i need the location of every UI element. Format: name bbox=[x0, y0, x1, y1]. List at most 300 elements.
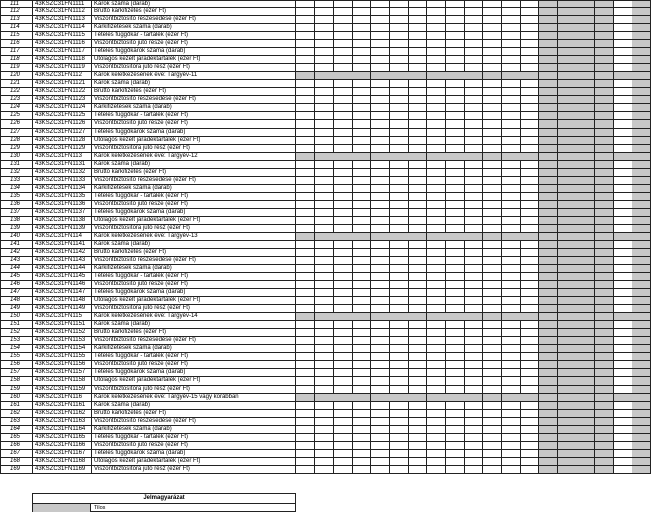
input-cell[interactable] bbox=[427, 209, 446, 217]
input-cell[interactable] bbox=[614, 8, 633, 16]
input-cell[interactable] bbox=[502, 217, 521, 225]
input-cell[interactable] bbox=[389, 458, 408, 466]
input-cell[interactable] bbox=[389, 450, 408, 458]
input-cell[interactable] bbox=[352, 265, 371, 273]
input-cell[interactable] bbox=[296, 442, 315, 450]
input-cell[interactable] bbox=[445, 249, 464, 257]
input-cell[interactable] bbox=[464, 177, 483, 185]
input-cell[interactable] bbox=[464, 56, 483, 64]
input-cell[interactable] bbox=[371, 450, 390, 458]
input-cell[interactable] bbox=[427, 169, 446, 177]
input-cell[interactable] bbox=[427, 56, 446, 64]
input-cell[interactable] bbox=[483, 56, 502, 64]
input-cell[interactable] bbox=[296, 337, 315, 345]
input-cell[interactable] bbox=[502, 16, 521, 24]
input-cell[interactable] bbox=[427, 273, 446, 281]
input-cell[interactable] bbox=[389, 273, 408, 281]
input-cell[interactable] bbox=[464, 361, 483, 369]
input-cell[interactable] bbox=[389, 297, 408, 305]
input-cell[interactable] bbox=[333, 241, 352, 249]
input-cell[interactable] bbox=[614, 104, 633, 112]
input-cell[interactable] bbox=[352, 145, 371, 153]
input-cell[interactable] bbox=[371, 112, 390, 120]
input-cell[interactable] bbox=[371, 120, 390, 128]
input-cell[interactable] bbox=[502, 24, 521, 32]
input-cell[interactable] bbox=[445, 265, 464, 273]
input-cell[interactable] bbox=[520, 281, 539, 289]
input-cell[interactable] bbox=[352, 377, 371, 385]
input-cell[interactable] bbox=[464, 64, 483, 72]
input-cell[interactable] bbox=[520, 193, 539, 201]
input-cell[interactable] bbox=[333, 434, 352, 442]
input-cell[interactable] bbox=[614, 96, 633, 104]
input-cell[interactable] bbox=[315, 289, 334, 297]
input-cell[interactable] bbox=[296, 8, 315, 16]
input-cell[interactable] bbox=[371, 265, 390, 273]
input-cell[interactable] bbox=[483, 410, 502, 418]
input-cell[interactable] bbox=[520, 265, 539, 273]
input-cell[interactable] bbox=[315, 104, 334, 112]
input-cell[interactable] bbox=[502, 120, 521, 128]
input-cell[interactable] bbox=[296, 225, 315, 233]
input-cell[interactable] bbox=[352, 120, 371, 128]
input-cell[interactable] bbox=[371, 321, 390, 329]
input-cell[interactable] bbox=[483, 305, 502, 313]
input-cell[interactable] bbox=[445, 386, 464, 394]
input-cell[interactable] bbox=[427, 193, 446, 201]
input-cell[interactable] bbox=[371, 137, 390, 145]
input-cell[interactable] bbox=[483, 466, 502, 474]
input-cell[interactable] bbox=[371, 217, 390, 225]
input-cell[interactable] bbox=[352, 201, 371, 209]
input-cell[interactable] bbox=[502, 32, 521, 40]
input-cell[interactable] bbox=[315, 24, 334, 32]
input-cell[interactable] bbox=[520, 201, 539, 209]
input-cell[interactable] bbox=[352, 177, 371, 185]
input-cell[interactable] bbox=[315, 337, 334, 345]
input-cell[interactable] bbox=[483, 145, 502, 153]
input-cell[interactable] bbox=[296, 193, 315, 201]
input-cell[interactable] bbox=[408, 137, 427, 145]
input-cell[interactable] bbox=[502, 289, 521, 297]
input-cell[interactable] bbox=[483, 112, 502, 120]
input-cell[interactable] bbox=[389, 386, 408, 394]
input-cell[interactable] bbox=[464, 88, 483, 96]
input-cell[interactable] bbox=[408, 185, 427, 193]
input-cell[interactable] bbox=[464, 24, 483, 32]
input-cell[interactable] bbox=[408, 24, 427, 32]
input-cell[interactable] bbox=[315, 64, 334, 72]
input-cell[interactable] bbox=[296, 161, 315, 169]
input-cell[interactable] bbox=[427, 137, 446, 145]
input-cell[interactable] bbox=[520, 241, 539, 249]
input-cell[interactable] bbox=[445, 426, 464, 434]
input-cell[interactable] bbox=[427, 40, 446, 48]
input-cell[interactable] bbox=[315, 265, 334, 273]
input-cell[interactable] bbox=[296, 169, 315, 177]
input-cell[interactable] bbox=[333, 120, 352, 128]
input-cell[interactable] bbox=[352, 225, 371, 233]
input-cell[interactable] bbox=[483, 96, 502, 104]
input-cell[interactable] bbox=[614, 337, 633, 345]
input-cell[interactable] bbox=[483, 225, 502, 233]
input-cell[interactable] bbox=[315, 209, 334, 217]
input-cell[interactable] bbox=[333, 201, 352, 209]
input-cell[interactable] bbox=[333, 88, 352, 96]
input-cell[interactable] bbox=[315, 137, 334, 145]
input-cell[interactable] bbox=[427, 369, 446, 377]
input-cell[interactable] bbox=[371, 104, 390, 112]
input-cell[interactable] bbox=[464, 353, 483, 361]
input-cell[interactable] bbox=[389, 40, 408, 48]
input-cell[interactable] bbox=[427, 177, 446, 185]
input-cell[interactable] bbox=[352, 137, 371, 145]
input-cell[interactable] bbox=[445, 434, 464, 442]
input-cell[interactable] bbox=[502, 450, 521, 458]
input-cell[interactable] bbox=[614, 241, 633, 249]
input-cell[interactable] bbox=[333, 104, 352, 112]
input-cell[interactable] bbox=[389, 169, 408, 177]
input-cell[interactable] bbox=[614, 201, 633, 209]
input-cell[interactable] bbox=[408, 145, 427, 153]
input-cell[interactable] bbox=[483, 8, 502, 16]
input-cell[interactable] bbox=[408, 32, 427, 40]
input-cell[interactable] bbox=[296, 305, 315, 313]
input-cell[interactable] bbox=[502, 249, 521, 257]
input-cell[interactable] bbox=[333, 361, 352, 369]
input-cell[interactable] bbox=[408, 169, 427, 177]
input-cell[interactable] bbox=[371, 329, 390, 337]
input-cell[interactable] bbox=[614, 426, 633, 434]
input-cell[interactable] bbox=[520, 56, 539, 64]
input-cell[interactable] bbox=[352, 426, 371, 434]
input-cell[interactable] bbox=[333, 137, 352, 145]
input-cell[interactable] bbox=[464, 201, 483, 209]
input-cell[interactable] bbox=[483, 377, 502, 385]
input-cell[interactable] bbox=[315, 249, 334, 257]
input-cell[interactable] bbox=[502, 297, 521, 305]
input-cell[interactable] bbox=[333, 289, 352, 297]
input-cell[interactable] bbox=[389, 80, 408, 88]
input-cell[interactable] bbox=[445, 145, 464, 153]
input-cell[interactable] bbox=[520, 177, 539, 185]
input-cell[interactable] bbox=[427, 329, 446, 337]
input-cell[interactable] bbox=[614, 450, 633, 458]
input-cell[interactable] bbox=[408, 273, 427, 281]
input-cell[interactable] bbox=[315, 297, 334, 305]
input-cell[interactable] bbox=[464, 386, 483, 394]
input-cell[interactable] bbox=[408, 361, 427, 369]
input-cell[interactable] bbox=[464, 48, 483, 56]
input-cell[interactable] bbox=[333, 80, 352, 88]
input-cell[interactable] bbox=[296, 137, 315, 145]
input-cell[interactable] bbox=[520, 329, 539, 337]
input-cell[interactable] bbox=[445, 466, 464, 474]
input-cell[interactable] bbox=[296, 32, 315, 40]
input-cell[interactable] bbox=[614, 193, 633, 201]
input-cell[interactable] bbox=[315, 377, 334, 385]
input-cell[interactable] bbox=[445, 16, 464, 24]
input-cell[interactable] bbox=[296, 281, 315, 289]
input-cell[interactable] bbox=[296, 402, 315, 410]
input-cell[interactable] bbox=[445, 104, 464, 112]
input-cell[interactable] bbox=[464, 217, 483, 225]
input-cell[interactable] bbox=[371, 88, 390, 96]
input-cell[interactable] bbox=[389, 249, 408, 257]
input-cell[interactable] bbox=[371, 193, 390, 201]
input-cell[interactable] bbox=[296, 273, 315, 281]
input-cell[interactable] bbox=[389, 193, 408, 201]
input-cell[interactable] bbox=[315, 129, 334, 137]
input-cell[interactable] bbox=[315, 281, 334, 289]
input-cell[interactable] bbox=[464, 8, 483, 16]
input-cell[interactable] bbox=[371, 177, 390, 185]
input-cell[interactable] bbox=[296, 249, 315, 257]
input-cell[interactable] bbox=[427, 249, 446, 257]
input-cell[interactable] bbox=[464, 225, 483, 233]
input-cell[interactable] bbox=[352, 16, 371, 24]
input-cell[interactable] bbox=[427, 442, 446, 450]
input-cell[interactable] bbox=[520, 217, 539, 225]
input-cell[interactable] bbox=[296, 410, 315, 418]
input-cell[interactable] bbox=[389, 321, 408, 329]
input-cell[interactable] bbox=[445, 458, 464, 466]
input-cell[interactable] bbox=[427, 297, 446, 305]
input-cell[interactable] bbox=[333, 257, 352, 265]
input-cell[interactable] bbox=[445, 217, 464, 225]
input-cell[interactable] bbox=[315, 305, 334, 313]
input-cell[interactable] bbox=[483, 289, 502, 297]
input-cell[interactable] bbox=[483, 434, 502, 442]
input-cell[interactable] bbox=[315, 161, 334, 169]
input-cell[interactable] bbox=[614, 225, 633, 233]
input-cell[interactable] bbox=[427, 426, 446, 434]
input-cell[interactable] bbox=[502, 145, 521, 153]
input-cell[interactable] bbox=[408, 241, 427, 249]
input-cell[interactable] bbox=[520, 120, 539, 128]
input-cell[interactable] bbox=[352, 434, 371, 442]
input-cell[interactable] bbox=[352, 161, 371, 169]
input-cell[interactable] bbox=[333, 217, 352, 225]
input-cell[interactable] bbox=[445, 120, 464, 128]
input-cell[interactable] bbox=[296, 80, 315, 88]
input-cell[interactable] bbox=[427, 281, 446, 289]
input-cell[interactable] bbox=[296, 24, 315, 32]
input-cell[interactable] bbox=[296, 16, 315, 24]
input-cell[interactable] bbox=[371, 337, 390, 345]
input-cell[interactable] bbox=[352, 289, 371, 297]
input-cell[interactable] bbox=[502, 386, 521, 394]
input-cell[interactable] bbox=[333, 225, 352, 233]
input-cell[interactable] bbox=[371, 377, 390, 385]
input-cell[interactable] bbox=[333, 177, 352, 185]
input-cell[interactable] bbox=[520, 96, 539, 104]
input-cell[interactable] bbox=[371, 458, 390, 466]
input-cell[interactable] bbox=[427, 337, 446, 345]
input-cell[interactable] bbox=[614, 64, 633, 72]
input-cell[interactable] bbox=[502, 96, 521, 104]
input-cell[interactable] bbox=[389, 289, 408, 297]
input-cell[interactable] bbox=[389, 16, 408, 24]
input-cell[interactable] bbox=[445, 281, 464, 289]
input-cell[interactable] bbox=[483, 193, 502, 201]
input-cell[interactable] bbox=[333, 64, 352, 72]
input-cell[interactable] bbox=[389, 265, 408, 273]
input-cell[interactable] bbox=[464, 273, 483, 281]
input-cell[interactable] bbox=[408, 337, 427, 345]
input-cell[interactable] bbox=[483, 137, 502, 145]
input-cell[interactable] bbox=[296, 129, 315, 137]
input-cell[interactable] bbox=[614, 56, 633, 64]
input-cell[interactable] bbox=[445, 273, 464, 281]
input-cell[interactable] bbox=[464, 129, 483, 137]
input-cell[interactable] bbox=[408, 120, 427, 128]
input-cell[interactable] bbox=[483, 297, 502, 305]
input-cell[interactable] bbox=[445, 402, 464, 410]
input-cell[interactable] bbox=[464, 80, 483, 88]
input-cell[interactable] bbox=[483, 458, 502, 466]
input-cell[interactable] bbox=[352, 96, 371, 104]
input-cell[interactable] bbox=[315, 80, 334, 88]
input-cell[interactable] bbox=[333, 24, 352, 32]
input-cell[interactable] bbox=[445, 201, 464, 209]
input-cell[interactable] bbox=[352, 193, 371, 201]
input-cell[interactable] bbox=[352, 321, 371, 329]
input-cell[interactable] bbox=[614, 353, 633, 361]
input-cell[interactable] bbox=[464, 458, 483, 466]
input-cell[interactable] bbox=[315, 217, 334, 225]
input-cell[interactable] bbox=[389, 281, 408, 289]
input-cell[interactable] bbox=[445, 8, 464, 16]
input-cell[interactable] bbox=[614, 442, 633, 450]
input-cell[interactable] bbox=[502, 64, 521, 72]
input-cell[interactable] bbox=[371, 96, 390, 104]
input-cell[interactable] bbox=[445, 161, 464, 169]
input-cell[interactable] bbox=[502, 257, 521, 265]
input-cell[interactable] bbox=[296, 289, 315, 297]
input-cell[interactable] bbox=[333, 129, 352, 137]
input-cell[interactable] bbox=[371, 386, 390, 394]
input-cell[interactable] bbox=[371, 161, 390, 169]
input-cell[interactable] bbox=[445, 257, 464, 265]
input-cell[interactable] bbox=[352, 40, 371, 48]
input-cell[interactable] bbox=[371, 129, 390, 137]
input-cell[interactable] bbox=[315, 426, 334, 434]
input-cell[interactable] bbox=[408, 48, 427, 56]
input-cell[interactable] bbox=[352, 337, 371, 345]
input-cell[interactable] bbox=[389, 120, 408, 128]
input-cell[interactable] bbox=[408, 265, 427, 273]
input-cell[interactable] bbox=[483, 217, 502, 225]
input-cell[interactable] bbox=[408, 104, 427, 112]
input-cell[interactable] bbox=[464, 329, 483, 337]
input-cell[interactable] bbox=[296, 112, 315, 120]
input-cell[interactable] bbox=[315, 321, 334, 329]
input-cell[interactable] bbox=[296, 104, 315, 112]
input-cell[interactable] bbox=[502, 201, 521, 209]
input-cell[interactable] bbox=[520, 16, 539, 24]
input-cell[interactable] bbox=[296, 56, 315, 64]
input-cell[interactable] bbox=[389, 24, 408, 32]
input-cell[interactable] bbox=[427, 458, 446, 466]
input-cell[interactable] bbox=[445, 80, 464, 88]
input-cell[interactable] bbox=[502, 410, 521, 418]
input-cell[interactable] bbox=[371, 241, 390, 249]
input-cell[interactable] bbox=[464, 96, 483, 104]
input-cell[interactable] bbox=[352, 361, 371, 369]
input-cell[interactable] bbox=[520, 185, 539, 193]
input-cell[interactable] bbox=[389, 88, 408, 96]
input-cell[interactable] bbox=[445, 193, 464, 201]
input-cell[interactable] bbox=[352, 24, 371, 32]
input-cell[interactable] bbox=[371, 442, 390, 450]
input-cell[interactable] bbox=[371, 56, 390, 64]
input-cell[interactable] bbox=[408, 217, 427, 225]
input-cell[interactable] bbox=[520, 345, 539, 353]
input-cell[interactable] bbox=[333, 353, 352, 361]
input-cell[interactable] bbox=[445, 241, 464, 249]
input-cell[interactable] bbox=[408, 40, 427, 48]
input-cell[interactable] bbox=[389, 201, 408, 209]
input-cell[interactable] bbox=[483, 402, 502, 410]
input-cell[interactable] bbox=[333, 337, 352, 345]
input-cell[interactable] bbox=[614, 273, 633, 281]
input-cell[interactable] bbox=[464, 466, 483, 474]
input-cell[interactable] bbox=[483, 257, 502, 265]
input-cell[interactable] bbox=[333, 16, 352, 24]
input-cell[interactable] bbox=[614, 297, 633, 305]
input-cell[interactable] bbox=[520, 369, 539, 377]
input-cell[interactable] bbox=[520, 209, 539, 217]
input-cell[interactable] bbox=[333, 297, 352, 305]
input-cell[interactable] bbox=[483, 321, 502, 329]
input-cell[interactable] bbox=[352, 329, 371, 337]
input-cell[interactable] bbox=[371, 169, 390, 177]
input-cell[interactable] bbox=[614, 249, 633, 257]
input-cell[interactable] bbox=[389, 145, 408, 153]
input-cell[interactable] bbox=[520, 305, 539, 313]
input-cell[interactable] bbox=[520, 8, 539, 16]
input-cell[interactable] bbox=[315, 353, 334, 361]
input-cell[interactable] bbox=[389, 161, 408, 169]
input-cell[interactable] bbox=[389, 64, 408, 72]
input-cell[interactable] bbox=[352, 442, 371, 450]
input-cell[interactable] bbox=[427, 386, 446, 394]
input-cell[interactable] bbox=[520, 104, 539, 112]
input-cell[interactable] bbox=[614, 24, 633, 32]
input-cell[interactable] bbox=[483, 104, 502, 112]
input-cell[interactable] bbox=[315, 201, 334, 209]
input-cell[interactable] bbox=[502, 265, 521, 273]
input-cell[interactable] bbox=[408, 80, 427, 88]
input-cell[interactable] bbox=[408, 177, 427, 185]
input-cell[interactable] bbox=[520, 337, 539, 345]
input-cell[interactable] bbox=[371, 257, 390, 265]
input-cell[interactable] bbox=[315, 48, 334, 56]
input-cell[interactable] bbox=[389, 56, 408, 64]
input-cell[interactable] bbox=[389, 345, 408, 353]
input-cell[interactable] bbox=[296, 369, 315, 377]
input-cell[interactable] bbox=[333, 56, 352, 64]
input-cell[interactable] bbox=[352, 418, 371, 426]
input-cell[interactable] bbox=[352, 257, 371, 265]
input-cell[interactable] bbox=[445, 329, 464, 337]
input-cell[interactable] bbox=[502, 169, 521, 177]
input-cell[interactable] bbox=[464, 377, 483, 385]
input-cell[interactable] bbox=[352, 297, 371, 305]
input-cell[interactable] bbox=[427, 305, 446, 313]
input-cell[interactable] bbox=[427, 241, 446, 249]
